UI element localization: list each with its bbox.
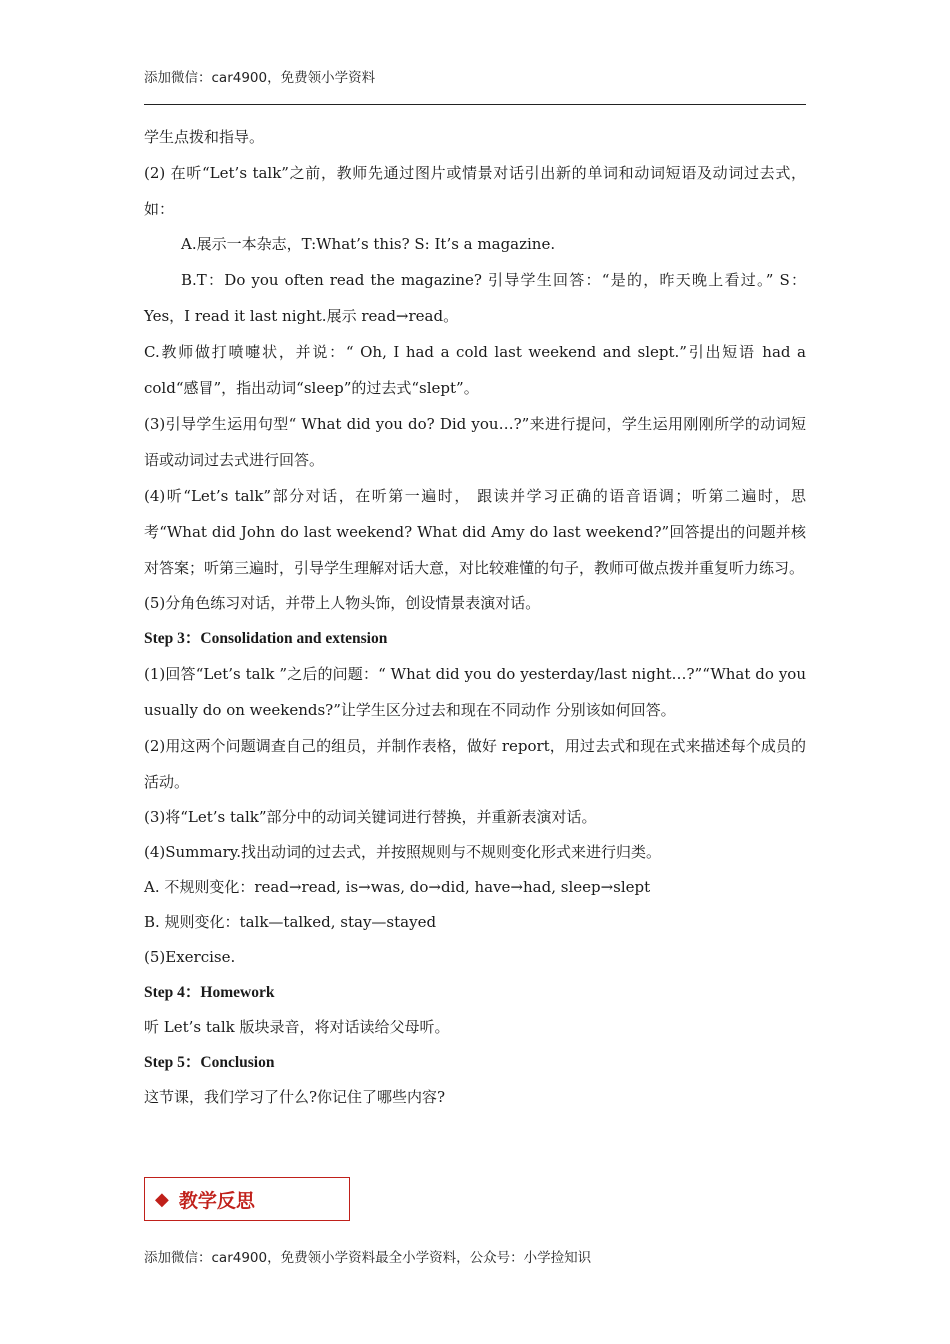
paragraph: A.展示一本杂志，T:What’s this? S: It’s a magazine.: [181, 235, 556, 253]
paragraph: (1)回答“Let’s talk ”之后的问题：“ What did you do yesterday/last night…?”“What do you usually do on weekends?”让学生区分过去和现在不同动作 分别该如何回答。: [144, 665, 806, 719]
paragraph: (5)Exercise.: [144, 948, 236, 966]
footer-note: 添加微信：car4900，免费领小学资料最全小学资料，公众号：小学捡知识: [144, 1250, 592, 1266]
header-divider: [144, 104, 806, 105]
section-title: 教学反思: [178, 1189, 255, 1212]
paragraph: C.教师做打喷嚏状，并说：“ Oh, I had a cold last weekend and slept.”引出短语 had a cold“感冒”，指出动词“sleep”的过去式“slept”。: [144, 343, 806, 397]
step-heading: Step 3：Consolidation and extension: [144, 630, 388, 647]
header-note: 添加微信：car4900，免费领小学资料: [144, 70, 376, 86]
section-title-box: [144, 1177, 350, 1221]
step-heading: Step 4：Homework: [144, 984, 275, 1001]
document-body: [144, 120, 806, 1115]
diamond-icon: ◆: [155, 1188, 169, 1210]
paragraph: 听 Let’s talk 版块录音，将对话读给父母听。: [144, 1018, 450, 1036]
paragraph: (4)听“Let’s talk”部分对话，在听第一遍时， 跟读并学习正确的语音语调；听第二遍时，思考“What did John do last weekend? What did Amy do last weekend?”回答提出的问题并核对答案；听第三遍时，引导学生理解对话大意，对比较难懂的句子，教师可做点拨并重复听力练习。: [144, 487, 806, 577]
paragraph: (3)引导学生运用句型“ What did you do? Did you…?”来进行提问，学生运用刚刚所学的动词短语或动词过去式进行回答。: [144, 415, 806, 469]
paragraph: A. 不规则变化：read→read, is→was, do→did, have→had, sleep→slept: [144, 878, 651, 896]
paragraph: 这节课，我们学习了什么?你记住了哪些内容?: [144, 1088, 446, 1106]
step-heading: Step 5：Conclusion: [144, 1054, 275, 1071]
paragraph: (3)将“Let’s talk”部分中的动词关键词进行替换，并重新表演对话。: [144, 808, 597, 826]
paragraph: (2)用这两个问题调查自己的组员，并制作表格，做好 report，用过去式和现在式来描述每个成员的活动。: [144, 737, 806, 791]
paragraph: (4)Summary.找出动词的过去式，并按照规则与不规则变化形式来进行归类。: [144, 843, 661, 861]
paragraph: (5)分角色练习对话，并带上人物头饰，创设情景表演对话。: [144, 594, 541, 612]
paragraph: B. 规则变化：talk—talked, stay—stayed: [144, 913, 437, 931]
paragraph: 学生点拨和指导。: [144, 128, 265, 146]
paragraph: (2) 在听“Let’s talk”之前，教师先通过图片或情景对话引出新的单词和动词短语及动词过去式，如：: [144, 164, 806, 218]
paragraph: B.T：Do you often read the magazine? 引导学生回答：“是的，昨天晚上看过。” S：Yes，I read it last night.展示 read→read。: [144, 271, 806, 325]
